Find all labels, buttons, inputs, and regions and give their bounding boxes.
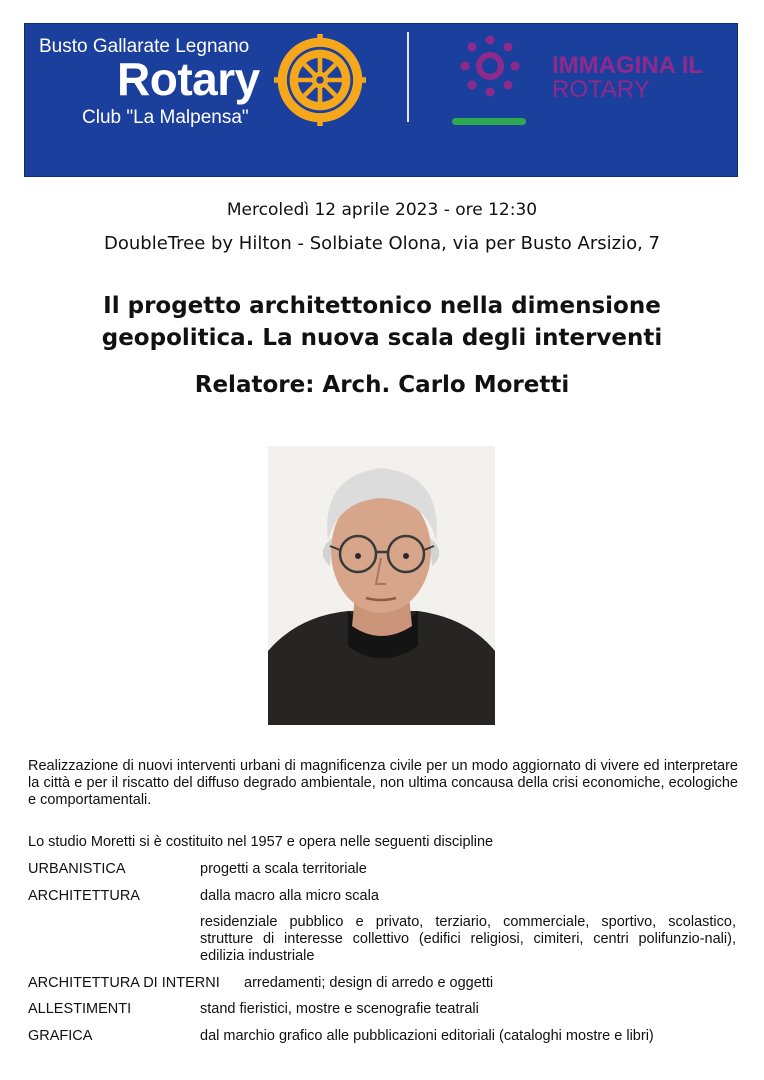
event-date: Mercoledì 12 aprile 2023 - ore 12:30 — [226, 200, 538, 220]
discipline-label: ARCHITETTURA — [28, 888, 140, 904]
campaign-line-2: ROTARY — [552, 76, 650, 103]
event-speaker: Relatore: Arch. Carlo Moretti — [194, 372, 570, 398]
discipline-value: residenziale pubblico e privato, terziario, commerciale, sportivo, scolastico, strutture di interesse collettivo (edifici religiosi, cimiteri, centri polifunzio-nali), edilizia industriale — [200, 914, 736, 964]
discipline-label: ARCHITETTURA DI INTERNI — [28, 975, 220, 991]
discipline-value: dal marchio grafico alle pubblicazioni editoriali (cataloghi mostre e libri) — [200, 1028, 654, 1044]
discipline-value: stand fieristici, mostre e scenografie teatrali — [200, 1001, 479, 1017]
imagine-rotary-logo-icon — [450, 34, 530, 129]
discipline-label: URBANISTICA — [28, 861, 126, 877]
campaign-line-1: IMMAGINA IL — [552, 52, 704, 79]
rotary-wheel-icon — [274, 34, 366, 126]
club-location: Busto Gallarate Legnano — [39, 36, 250, 57]
club-name: Rotary — [117, 53, 260, 105]
club-subname: Club "La Malpensa" — [82, 107, 249, 128]
event-description: Realizzazione di nuovi interventi urbani di magnificenza civile per un modo aggiornato di vivere ed interpretare la città e per il riscatto del diffuso degrado ambientale, non ultima concausa della crisi economiche, ecologiche e comportamentali. — [28, 758, 738, 808]
event-venue: DoubleTree by Hilton - Solbiate Olona, via per Busto Arsizio, 7 — [104, 233, 660, 254]
campaign-title — [552, 54, 703, 102]
header-banner — [24, 23, 738, 177]
discipline-value: arredamenti; design di arredo e oggetti — [244, 975, 494, 991]
banner-divider — [407, 32, 409, 122]
discipline-value: progetti a scala territoriale — [200, 861, 367, 877]
discipline-label: GRAFICA — [28, 1028, 93, 1044]
discipline-label: ALLESTIMENTI — [28, 1001, 132, 1017]
discipline-value: dalla macro alla micro scala — [200, 888, 379, 904]
event-title: Il progetto architettonico nella dimensione geopolitica. La nuova scala degli interventi — [101, 293, 663, 351]
studio-intro: Lo studio Moretti si è costituito nel 1957 e opera nelle seguenti discipline — [28, 834, 494, 850]
speaker-photo — [268, 446, 495, 725]
